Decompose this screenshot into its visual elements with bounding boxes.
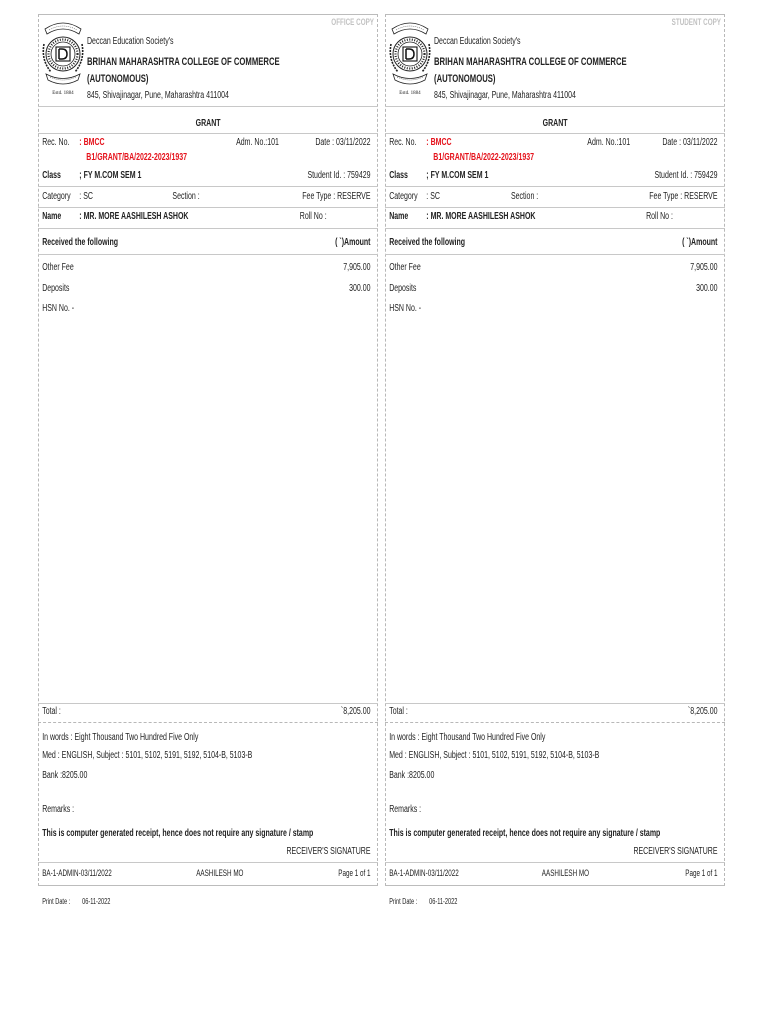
copy-label: OFFICE COPY	[331, 17, 374, 27]
college-status: (AUTONOMOUS)	[87, 73, 149, 85]
footer-reference: BA-1-ADMIN-03/11/2022	[389, 868, 459, 878]
total-label: Total :	[389, 706, 408, 717]
page-number: Page 1 of 1	[685, 868, 718, 878]
category-value: : SC	[426, 191, 440, 202]
receipt-content	[38, 0, 378, 1024]
section-label: Section :	[511, 191, 539, 202]
fee-item-amount: 300.00	[696, 283, 718, 294]
footer-user: AASHILESH MO	[196, 868, 244, 878]
rec-no-prefix: : BMCC	[79, 137, 105, 148]
college-status: (AUTONOMOUS)	[434, 73, 496, 85]
rec-no-prefix: : BMCC	[426, 137, 452, 148]
medium-subjects: Med : ENGLISH, Subject : 5101, 5102, 5191, 5192, 5104-B, 5103-B	[389, 750, 600, 761]
total-label: Total :	[42, 706, 61, 717]
office-copy-receipt	[38, 0, 378, 1024]
receipt-date: Date : 03/11/2022	[662, 137, 718, 148]
student-id: Student Id. : 759429	[654, 170, 718, 181]
remarks-label: Remarks :	[389, 804, 422, 815]
college-address: 845, Shivajinagar, Pune, Maharashtra 411004	[434, 90, 576, 101]
receipt-type-title: GRANT	[195, 118, 221, 129]
roll-no-label: Roll No :	[299, 211, 327, 222]
total-amount: `8,205.00	[687, 706, 718, 717]
student-id: Student Id. : 759429	[307, 170, 371, 181]
remarks-label: Remarks :	[42, 804, 75, 815]
print-date-label: Print Date :	[389, 897, 418, 906]
fee-item-label: Deposits	[42, 283, 70, 294]
rec-no-label: Rec. No.	[42, 137, 70, 148]
receipt-type-title: GRANT	[542, 118, 568, 129]
total-amount: `8,205.00	[340, 706, 371, 717]
bank-amount: Bank :8205.00	[389, 770, 435, 781]
hsn-number: HSN No. -	[389, 303, 422, 314]
fee-item-amount: 7,905.00	[690, 262, 718, 273]
rec-no-value: B1/GRANT/BA/2022-2023/1937	[86, 152, 188, 163]
category-label: Category	[42, 191, 71, 202]
bank-amount: Bank :8205.00	[42, 770, 88, 781]
items-header-amount: ( `)Amount	[335, 237, 371, 248]
society-name: Deccan Education Society's	[87, 36, 174, 47]
fee-item-label: Other Fee	[42, 262, 74, 273]
amount-in-words: In words : Eight Thousand Two Hundred Five Only	[42, 732, 199, 743]
fee-item-label: Other Fee	[389, 262, 421, 273]
print-date-label: Print Date :	[42, 897, 71, 906]
college-address: 845, Shivajinagar, Pune, Maharashtra 411004	[87, 90, 229, 101]
computer-generated-notice: This is computer generated receipt, hence does not require any signature / stamp	[42, 828, 314, 839]
amount-in-words: In words : Eight Thousand Two Hundred Five Only	[389, 732, 546, 743]
fee-type: Fee Type : RESERVE	[649, 191, 718, 202]
hsn-number: HSN No. -	[42, 303, 75, 314]
section-label: Section :	[172, 191, 200, 202]
college-name: BRIHAN MAHARASHTRA COLLEGE OF COMMERCE	[87, 56, 280, 68]
rec-no-value: B1/GRANT/BA/2022-2023/1937	[433, 152, 535, 163]
fee-item-label: Deposits	[389, 283, 417, 294]
class-label: Class	[389, 170, 408, 181]
society-name: Deccan Education Society's	[434, 36, 521, 47]
receipt-content	[385, 0, 725, 1024]
class-value: ; FY M.COM SEM 1	[426, 170, 489, 181]
copy-label: STUDENT COPY	[671, 17, 721, 27]
admission-number: Adm. No.:101	[236, 137, 279, 148]
receiver-signature-label: RECEIVER'S SIGNATURE	[633, 846, 718, 857]
fee-type: Fee Type : RESERVE	[302, 191, 371, 202]
footer-reference: BA-1-ADMIN-03/11/2022	[42, 868, 112, 878]
logo-caption: Estd. 1884	[52, 91, 74, 96]
fee-item-amount: 7,905.00	[343, 262, 371, 273]
name-label: Name	[389, 211, 409, 222]
class-label: Class	[42, 170, 61, 181]
class-value: ; FY M.COM SEM 1	[79, 170, 142, 181]
category-label: Category	[389, 191, 418, 202]
computer-generated-notice: This is computer generated receipt, hence does not require any signature / stamp	[389, 828, 661, 839]
items-header-amount: ( `)Amount	[682, 237, 718, 248]
name-label: Name	[42, 211, 62, 222]
medium-subjects: Med : ENGLISH, Subject : 5101, 5102, 5191, 5192, 5104-B, 5103-B	[42, 750, 253, 761]
student-copy-receipt	[385, 0, 725, 1024]
rec-no-label: Rec. No.	[389, 137, 417, 148]
print-date-value: 06-11-2022	[82, 897, 111, 906]
footer-user: AASHILESH MO	[541, 868, 590, 878]
print-date-value: 06-11-2022	[429, 897, 458, 906]
student-name: : MR. MORE AASHILESH ASHOK	[79, 211, 189, 222]
items-header-label: Received the following	[42, 237, 119, 248]
receipt-date: Date : 03/11/2022	[315, 137, 371, 148]
page-number: Page 1 of 1	[338, 868, 371, 878]
roll-no-label: Roll No :	[646, 211, 673, 222]
receiver-signature-label: RECEIVER'S SIGNATURE	[286, 846, 371, 857]
college-name: BRIHAN MAHARASHTRA COLLEGE OF COMMERCE	[434, 56, 627, 68]
student-name: : MR. MORE AASHILESH ASHOK	[426, 211, 536, 222]
items-header-label: Received the following	[389, 237, 466, 248]
logo-caption: Estd. 1884	[399, 91, 421, 96]
category-value: : SC	[79, 191, 93, 202]
admission-number: Adm. No.:101	[587, 137, 631, 148]
fee-item-amount: 300.00	[349, 283, 371, 294]
